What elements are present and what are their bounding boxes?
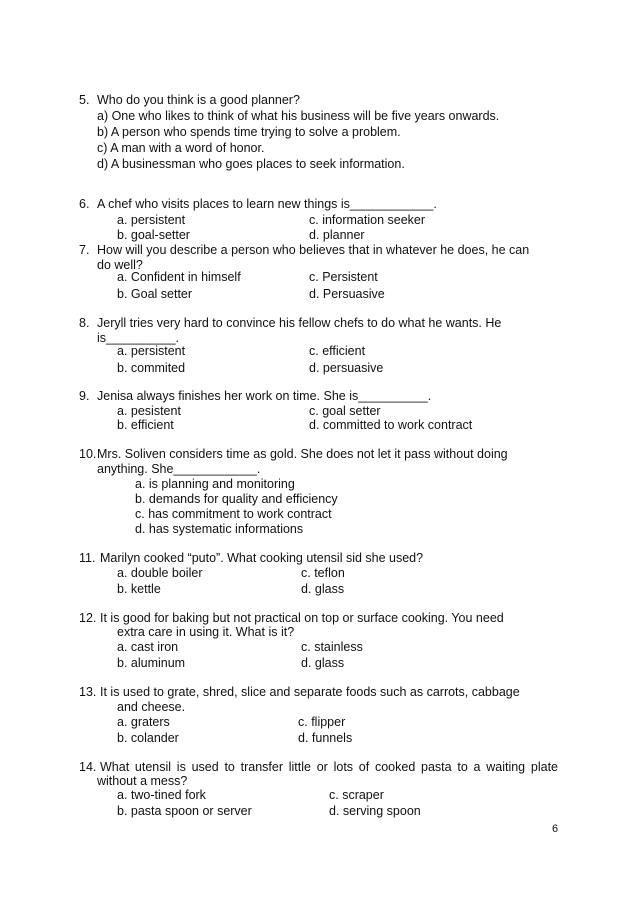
choice-d: d. planner <box>309 228 365 242</box>
question-number: 6. <box>79 197 90 211</box>
choice-b: b. kettle <box>117 582 161 596</box>
question-number: 13. <box>79 685 97 699</box>
question-stem-continued: is__________. <box>97 331 180 345</box>
question-stem-continued: and cheese. <box>117 700 186 714</box>
question-number: 14. <box>79 760 97 774</box>
choice-a: a. Confident in himself <box>117 270 241 284</box>
question-number: 5. <box>79 93 90 107</box>
choice-a: a. two-tined fork <box>117 788 206 802</box>
choice-b: b. aluminum <box>117 656 186 670</box>
question-stem-continued: extra care in using it. What is it? <box>117 625 295 639</box>
choice-b: b. colander <box>117 731 179 745</box>
choice-d: d. glass <box>301 582 345 596</box>
page-number: 6 <box>552 823 559 835</box>
choice-d: d. committed to work contract <box>309 418 473 432</box>
choice-c: c. goal setter <box>309 404 381 418</box>
question-number: 12. <box>79 611 97 625</box>
choice-d: d. Persuasive <box>309 287 385 301</box>
choice-c: c. information seeker <box>309 213 426 227</box>
choice-b: b. demands for quality and efficiency <box>135 492 338 506</box>
choice-b: b. goal-setter <box>117 228 190 242</box>
question-stem-continued: without a mess? <box>97 774 188 788</box>
choice-d: d. glass <box>301 656 345 670</box>
question-stem: What utensil is used to transfer little or lots of cooked pasta to a waiting plate <box>100 760 558 774</box>
choice-a: a. persistent <box>117 213 186 227</box>
choice-c: c) A man with a word of honor. <box>97 141 265 155</box>
choice-c: c. Persistent <box>309 270 378 284</box>
choice-c: c. teflon <box>301 566 345 580</box>
choice-a: a. pesistent <box>117 404 181 418</box>
question-stem: Mrs. Soliven considers time as gold. She does not let it pass without doing <box>97 447 508 461</box>
question-stem-continued: do well? <box>97 258 143 272</box>
question-stem: Marilyn cooked “puto”. What cooking utensil sid she used? <box>100 551 424 565</box>
question-stem: Who do you think is a good planner? <box>97 93 300 107</box>
choice-c: c. efficient <box>309 344 366 358</box>
choice-a: a. is planning and monitoring <box>135 477 295 491</box>
choice-c: c. scraper <box>329 788 384 802</box>
choice-c: c. flipper <box>298 715 346 729</box>
choice-b: b. commited <box>117 361 186 375</box>
choice-a: a. graters <box>117 715 170 729</box>
question-stem: How will you describe a person who believes that in whatever he does, he can <box>97 243 530 257</box>
choice-a: a) One who likes to think of what his business will be five years onwards. <box>97 109 500 123</box>
question-number: 9. <box>79 389 90 403</box>
choice-a: a. cast iron <box>117 640 179 654</box>
choice-c: c. has commitment to work contract <box>135 507 332 521</box>
choice-b: b. efficient <box>117 418 174 432</box>
question-number: 11. <box>79 551 96 565</box>
question-stem: Jenisa always finishes her work on time. She is__________. <box>97 389 432 403</box>
question-stem-continued: anything. She____________. <box>97 462 261 476</box>
choice-d: d. funnels <box>298 731 353 745</box>
choice-d: d. has systematic informations <box>135 522 304 536</box>
question-number: 8. <box>79 316 90 330</box>
question-stem: It is good for baking but not practical on top or surface cooking. You need <box>100 611 504 625</box>
question-number: 10. <box>79 447 97 461</box>
choice-a: a. double boiler <box>117 566 203 580</box>
choice-d: d. serving spoon <box>329 804 421 818</box>
choice-d: d. persuasive <box>309 361 384 375</box>
question-stem: A chef who visits places to learn new things is____________. <box>97 197 437 211</box>
question-stem: Jeryll tries very hard to convince his fellow chefs to do what he wants. He <box>97 316 502 330</box>
choice-a: a. persistent <box>117 344 186 358</box>
choice-b: b. pasta spoon or server <box>117 804 252 818</box>
question-number: 7. <box>79 243 90 257</box>
choice-b: b) A person who spends time trying to solve a problem. <box>97 125 401 139</box>
choice-d: d) A businessman who goes places to seek information. <box>97 157 405 171</box>
question-stem: It is used to grate, shred, slice and separate foods such as carrots, cabbage <box>100 685 520 699</box>
choice-b: b. Goal setter <box>117 287 193 301</box>
choice-c: c. stainless <box>301 640 363 654</box>
